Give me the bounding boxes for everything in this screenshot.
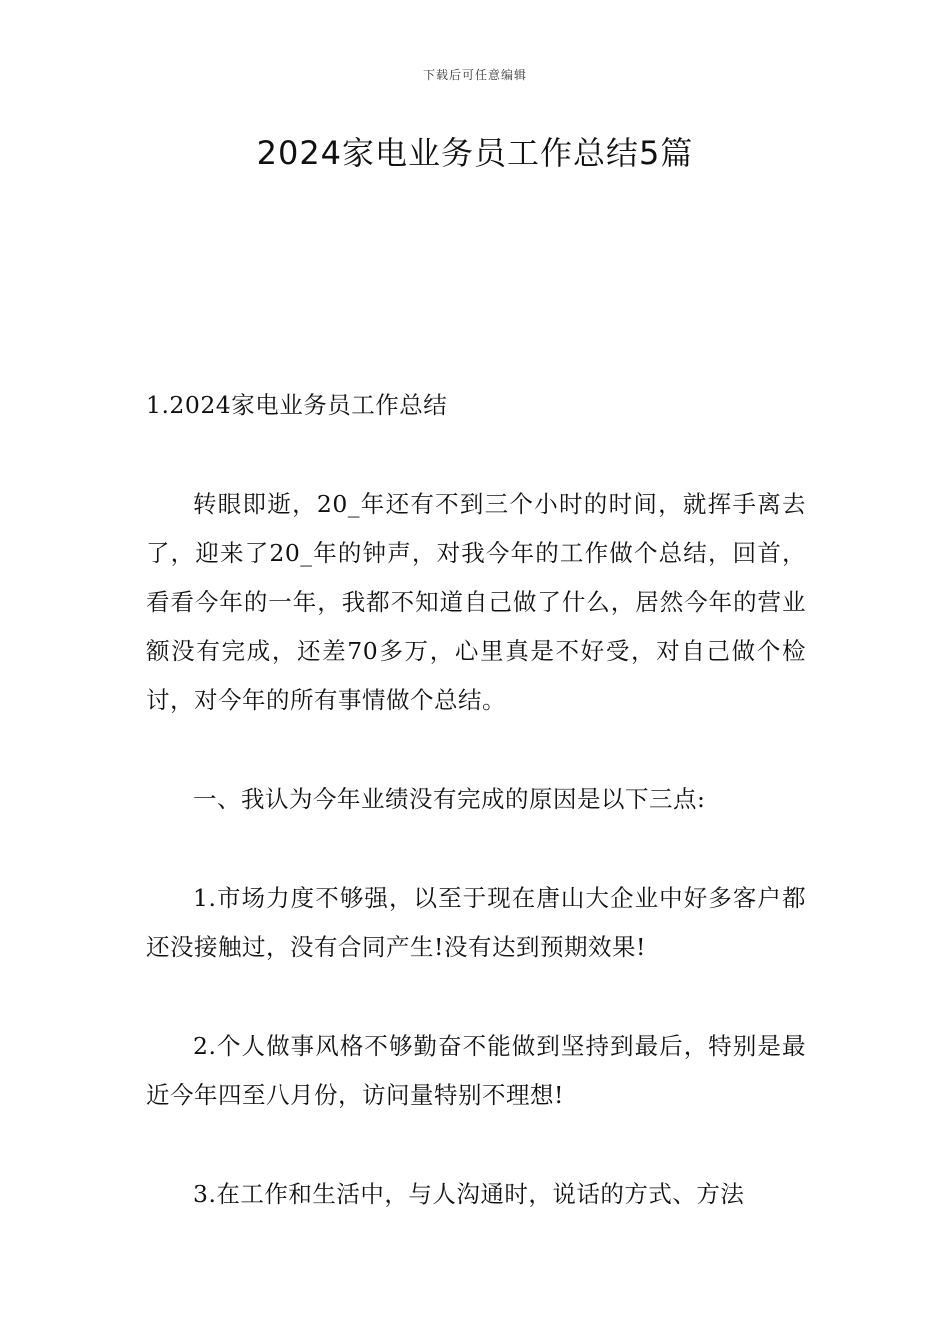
paragraph-reasons-heading: 一、我认为今年业绩没有完成的原因是以下三点: [193,785,706,813]
document-body [146,381,806,1219]
paragraph-gap [146,725,806,775]
paragraph-reason-1: 1.市场力度不够强，以至于现在唐山大企业中好多客户都还没接触过，没有合同产生!没有达到预期效果! [146,884,806,961]
section-heading: 1.2024家电业务员工作总结 [146,391,448,419]
paragraph-intro: 转眼即逝，20_年还有不到三个小时的时间，就挥手离去了，迎来了20_年的钟声，对我今年的工作做个总结，回首，看看今年的一年，我都不知道自己做了什么，居然今年的营业额没有完成，还差70多万，心里真是不好受，对自己做个检讨，对今年的所有事情做个总结。 [146,490,806,714]
paragraph-gap [146,824,806,874]
paragraph-gap [146,430,806,480]
paragraph-reason-3: 3.在工作和生活中，与人沟通时，说话的方式、方法 [193,1180,745,1208]
paragraph-reason-2: 2.个人做事风格不够勤奋不能做到坚持到最后，特别是最近今年四至八月份，访问量特别不理想! [146,1032,806,1109]
paragraph-gap [146,972,806,1022]
header-note: 下载后可任意编辑 [422,68,527,82]
paragraph-gap [146,1120,806,1170]
document-title: 2024家电业务员工作总结5篇 [256,134,694,172]
